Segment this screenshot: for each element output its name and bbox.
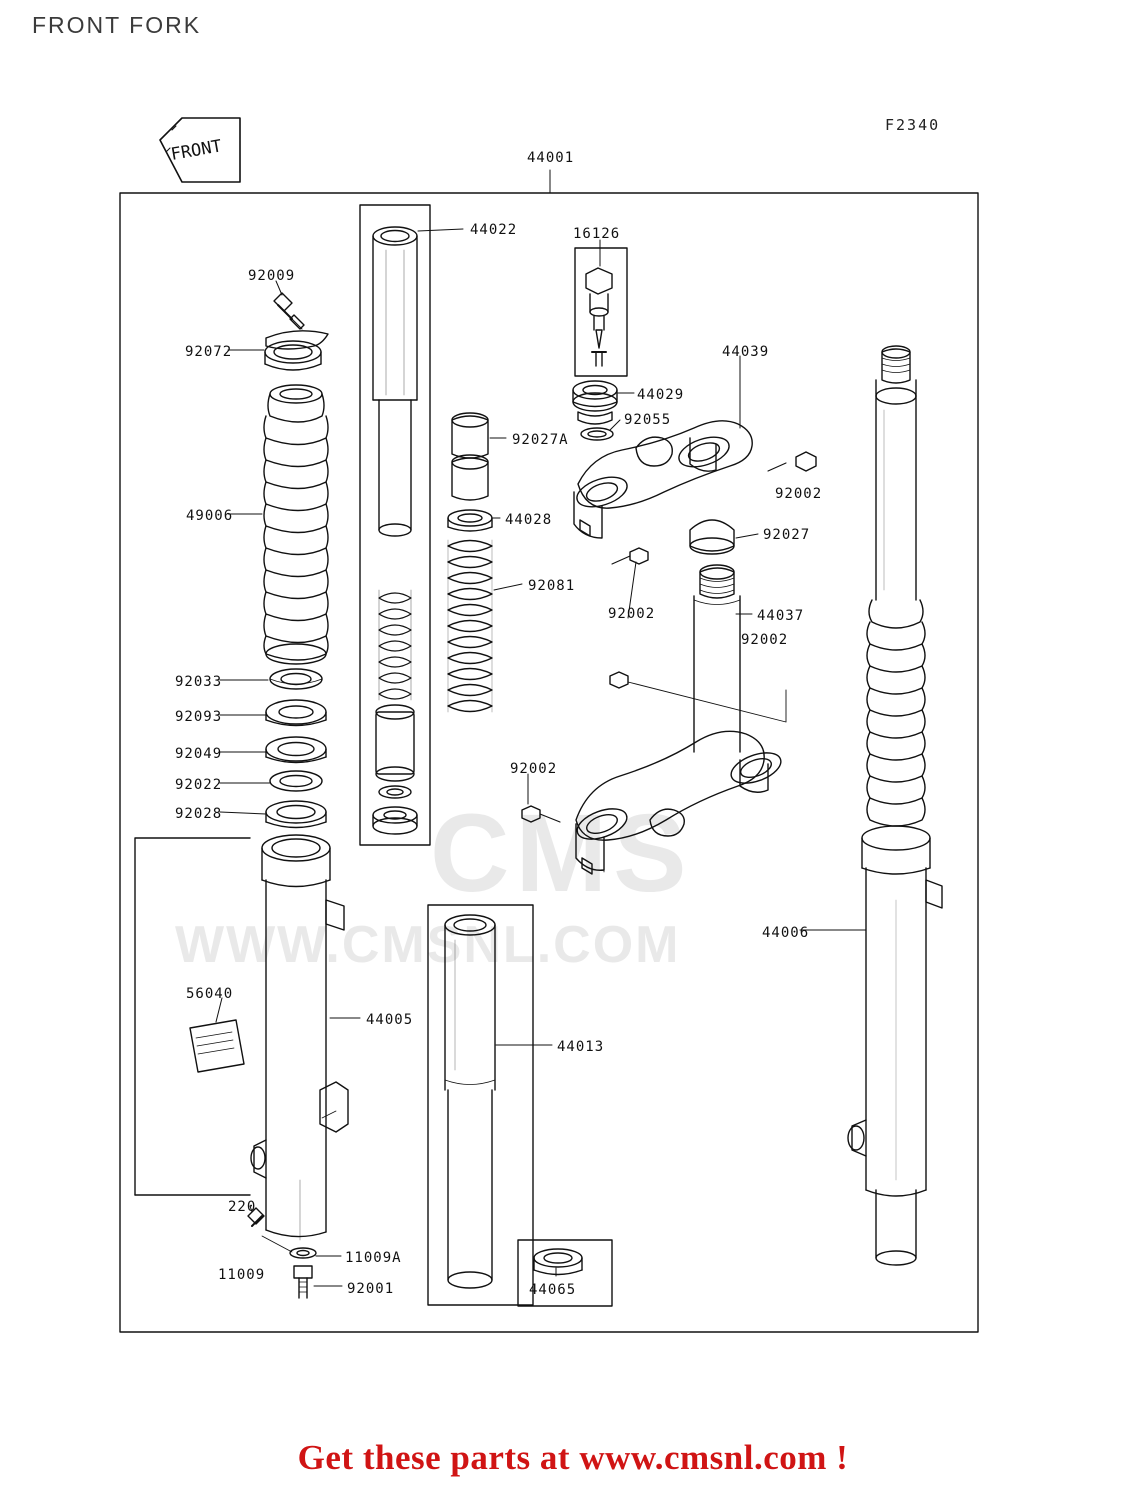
callout-44037: 44037: [757, 608, 805, 624]
watermark-url: WWW.CMSNL.COM: [175, 916, 681, 974]
page-title: FRONT FORK: [32, 12, 202, 38]
callout-92028: 92028: [175, 806, 223, 822]
callout-44006: 44006: [762, 925, 810, 941]
callout-11009a: 11009A: [345, 1250, 402, 1266]
callout-92033: 92033: [175, 674, 223, 690]
callout-16126: 16126: [573, 226, 621, 242]
callout-92002-upper-right: 92002: [775, 486, 823, 502]
callout-92072: 92072: [185, 344, 233, 360]
callout-92093: 92093: [175, 709, 223, 725]
callout-56040: 56040: [186, 986, 234, 1002]
callout-92022: 92022: [175, 777, 223, 793]
callout-92027a: 92027A: [512, 432, 569, 448]
callout-44001: 44001: [527, 150, 575, 166]
callout-92009: 92009: [248, 268, 296, 284]
callout-220: 220: [228, 1199, 257, 1215]
callout-92002-lower: 92002: [510, 761, 558, 777]
footer-cta: Get these parts at www.cmsnl.com !: [297, 1438, 849, 1477]
callout-49006: 49006: [186, 508, 234, 524]
callout-92055: 92055: [624, 412, 672, 428]
callout-92002-mid: 92002: [608, 606, 656, 622]
callout-44005: 44005: [366, 1012, 414, 1028]
callout-44039: 44039: [722, 344, 770, 360]
callout-92001: 92001: [347, 1281, 395, 1297]
callout-92081: 92081: [528, 578, 576, 594]
callout-11009: 11009: [218, 1267, 266, 1283]
callout-44065: 44065: [529, 1282, 577, 1298]
callout-92027: 92027: [763, 527, 811, 543]
svg-text:FRONT: FRONT: [169, 136, 224, 165]
callout-44013: 44013: [557, 1039, 605, 1055]
callout-92049: 92049: [175, 746, 223, 762]
diagram-code: F2340: [885, 116, 941, 134]
callout-44022: 44022: [470, 222, 518, 238]
callout-44028: 44028: [505, 512, 553, 528]
callout-92002-stem: 92002: [741, 632, 789, 648]
callout-44029: 44029: [637, 387, 685, 403]
watermark-logo: CMS: [430, 792, 693, 915]
